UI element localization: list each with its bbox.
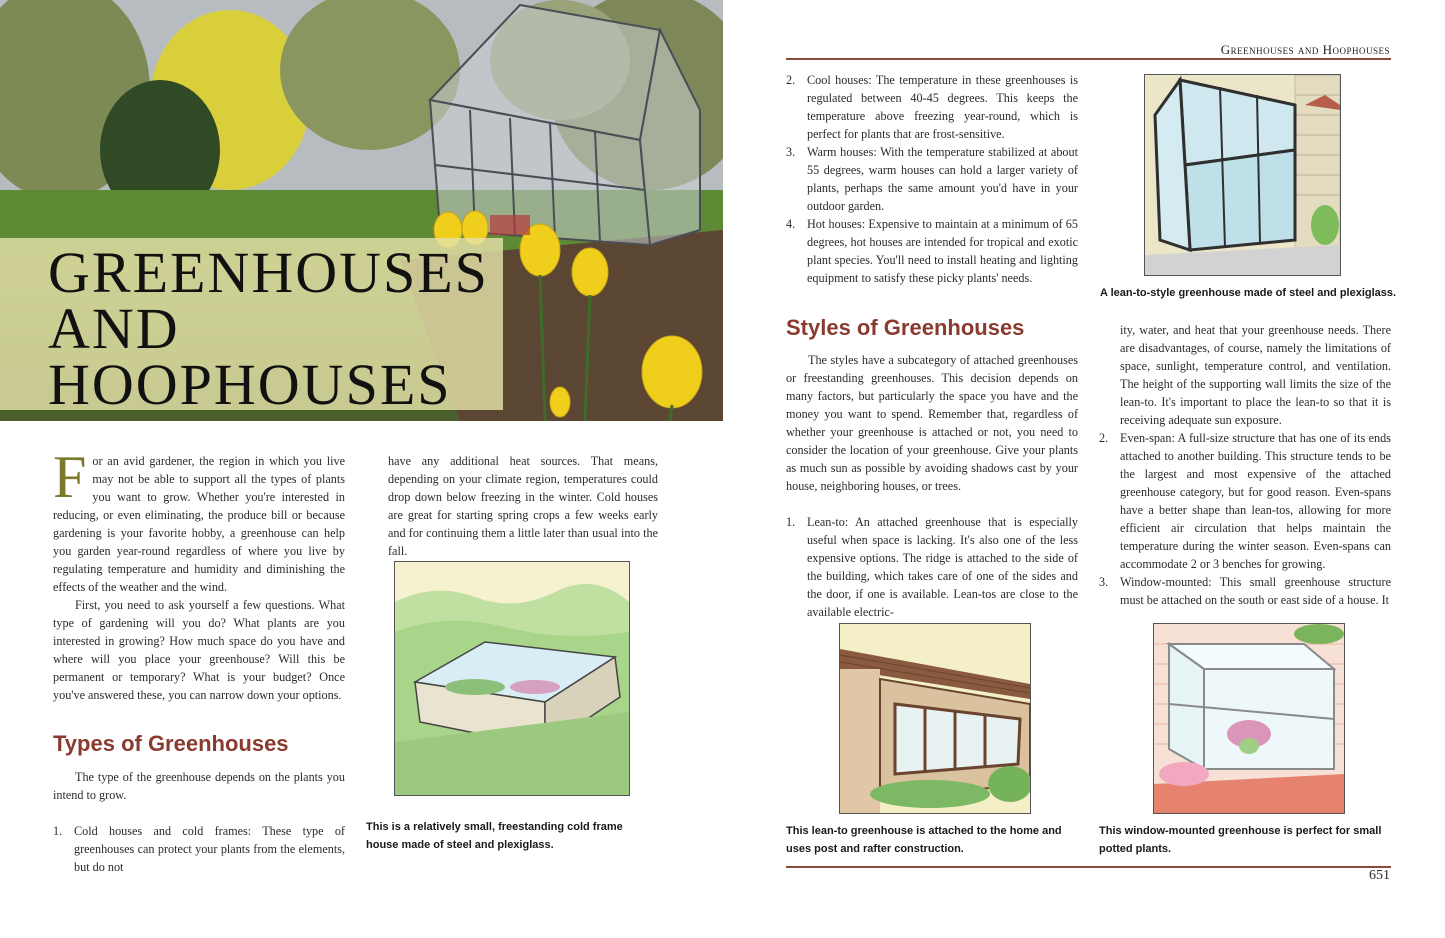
lean-to-post-rafter-illustration (839, 623, 1031, 814)
lean-to-continuation: ity, water, and heat that your greenhouse needs. There are disadvantages, of course, namely the limitations of space, sunlight, temperature control, and ventilation. The height of the supporting wall limits the size of the lean-to. It's important to place the lean-to so that it is receiving adequate sun exposure. (1120, 323, 1391, 427)
title-line-3: HOOPHOUSES (48, 352, 452, 417)
intro-paragraph-2: First, you need to ask yourself a few questions. What type of gardening will you do? What plants are you interested in growing? How much space do you have and where will you place your greenhouse? Will this be permanent or temporary? What is your budget? Once you've answered these, you can narrow down your options. (53, 598, 345, 702)
window-mounted-illustration (1153, 623, 1345, 814)
list-item-hot-houses (786, 215, 1078, 287)
list-item-window-mounted (1099, 573, 1391, 609)
page-number: 651 (1369, 868, 1390, 883)
list-item-cold-houses (53, 822, 345, 876)
title-line-1: GREENHOUSES (48, 240, 489, 305)
cold-frame-illustration (394, 561, 630, 796)
list-number: 4. (786, 217, 796, 231)
types-heading: Types of Greenhouses (53, 731, 289, 756)
list-text: Lean-to: An attached greenhouse that is especially useful when space is lacking. It's also one of the less expensive options. The ridge is attached to the side of the building, which takes care of one of the sides and the door, if one is available. Lean-tos are close to the available electric- (807, 515, 1078, 619)
left-page (0, 0, 722, 938)
list-number: 1. (53, 824, 63, 838)
cold-frame-drawing (395, 562, 629, 795)
hero-photo (0, 0, 723, 421)
list-item-lean-to (786, 513, 1078, 621)
lean-to-steel-caption: A lean-to-style greenhouse made of steel and plexiglass. (1100, 287, 1397, 299)
top-rule (786, 58, 1391, 60)
right-page (723, 0, 1445, 938)
list-item-even-span (1099, 429, 1391, 573)
list-text: Cool houses: The temperature in these greenhouses is regulated between 40-45 degrees. This keeps the temperature above freezing year-round, which is perfect for plants that are frost-sensitive. (807, 73, 1078, 141)
intro-text-1: or an avid gardener, the region in which you live may not be able to support all the types of plants you want to grow. Whether you're interested in reducing, or even eliminating, the produce bill or because gardening is your favorite hobby, a greenhouse can help you garden year-round regardless of where you live by regulating temperature and humidity and diminishing the effects of the weather and the wind. (53, 454, 345, 594)
styles-heading: Styles of Greenhouses (786, 315, 1025, 340)
types-column (53, 768, 345, 876)
list-text: Warm houses: With the temperature stabilized at about 55 degrees, warm houses can hold a larger variety of plants, perhaps the same amount you'd have in your outdoor garden. (807, 145, 1078, 213)
window-mounted-caption: This window-mounted greenhouse is perfect for small potted plants. (1099, 825, 1382, 855)
bottom-rule (786, 866, 1391, 868)
post-rafter-drawing (840, 624, 1030, 813)
lean-to-post-rafter-caption: This lean-to greenhouse is attached to the home and uses post and rafter construction. (786, 825, 1062, 855)
right-top-list (786, 71, 1078, 287)
list-item-warm-houses (786, 143, 1078, 215)
title-box (0, 238, 503, 417)
styles-column (786, 351, 1078, 621)
list-number: 1. (786, 515, 796, 529)
types-intro: The type of the greenhouse depends on the plants you intend to grow. (53, 770, 345, 802)
list-text: Hot houses: Expensive to maintain at a minimum of 65 degrees, hot houses are intended for tropical and exotic plant species. You'll need to install heating and lighting equipment to satisfy these picky plants' needs. (807, 217, 1078, 285)
dropcap: F (53, 444, 87, 510)
lean-to-drawing (1145, 75, 1340, 275)
list-item-cool-houses (786, 71, 1078, 143)
styles-column-2 (1099, 321, 1391, 609)
lean-to-steel-illustration (1144, 74, 1341, 276)
list-number: 2. (786, 73, 796, 87)
styles-intro: The styles have a subcategory of attached greenhouses or freestanding greenhouses. This decision depends on many factors, but particularly the space you have and the money you want to spend. Remember that, regardless of whether your greenhouse is attached or not, you need to consider the location of your greenhouse. Give your plants as much sun as possible by avoiding shadows cast by your house, neighboring houses, or trees. (786, 353, 1078, 493)
list-number: 2. (1099, 431, 1109, 445)
window-mounted-drawing (1154, 624, 1344, 813)
intro-column (53, 444, 345, 704)
cold-frame-caption: This is a relatively small, freestanding cold frame house made of steel and plexiglass. (366, 821, 623, 851)
title-line-2: AND (48, 296, 180, 361)
running-head: Greenhouses and Hoophouses (1220, 42, 1390, 57)
list-number: 3. (1099, 575, 1109, 589)
list-number: 3. (786, 145, 796, 159)
intro-paragraph-1 (53, 444, 345, 596)
list-text: Cold houses and cold frames: These type of greenhouses can protect your plants from the elements, but do not (74, 824, 345, 874)
list-text: Even-span: A full-size structure that has one of its ends attached to another building. This structure tends to be the largest and most expensive of the attached greenhouse category, but for good reason. Even-spans have a better shape than lean-tos, allowing for more efficient air circulation that helps maintain the temperature during the winter season. Even-spans can accommodate 2 or 3 benches for growing. (1120, 431, 1391, 571)
list-text: Window-mounted: This small greenhouse structure must be attached on the south or east side of a house. It (1120, 575, 1391, 607)
col2-paragraph: have any additional heat sources. That means, depending on your climate region, temperatures could drop down below freezing in the winter. Cold houses are great for starting spring crops a few weeks early and for continuing them a little later than usual into the fall. (388, 454, 658, 558)
left-column-2 (388, 452, 658, 560)
